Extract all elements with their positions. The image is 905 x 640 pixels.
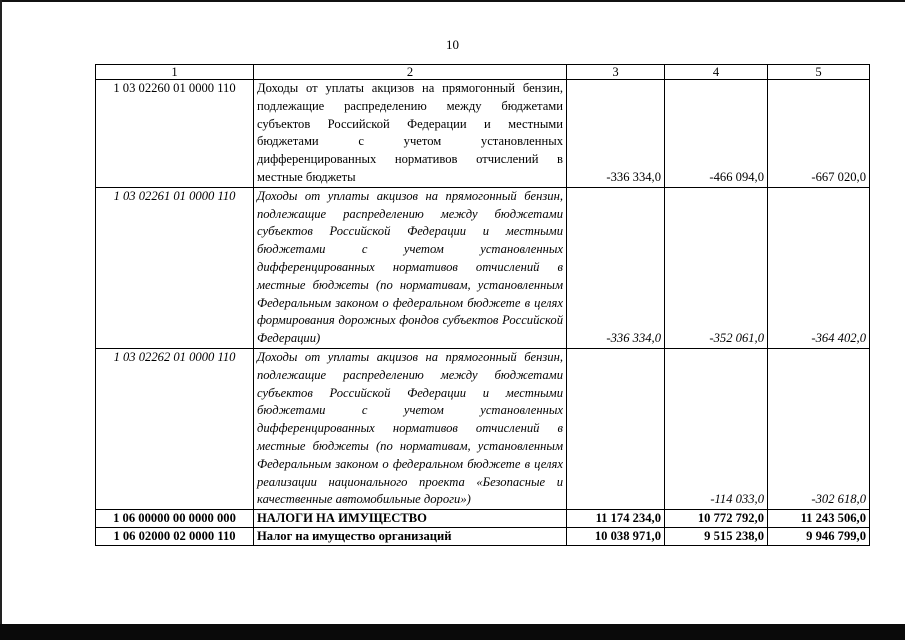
value-cell-col4: -352 061,0 — [665, 187, 768, 348]
value-cell-col3: -336 334,0 — [567, 80, 665, 188]
page-number: 10 — [446, 37, 459, 52]
table-row — [96, 348, 870, 509]
value-cell-col4: -114 033,0 — [665, 348, 768, 509]
value-cell-col4: -466 094,0 — [665, 80, 768, 188]
value-cell-col3: -336 334,0 — [567, 187, 665, 348]
value-cell-col3 — [567, 348, 665, 509]
scan-bottom-edge — [0, 624, 905, 640]
column-header-1: 1 — [96, 65, 254, 80]
description-cell: Доходы от уплаты акцизов на прямогонный бензин, подлежащие распределению между бюджетами субъектов Российской Федерации и местными бюджетами с учетом установленных дифференцированных нормативов отчислений в местные бюджеты (по нормативам, установленным Федеральным законом о федеральном бюджете в целях формирования дорожных фондов субъектов Российской Федерации) — [254, 187, 567, 348]
value-cell-col5: 9 946 799,0 — [768, 528, 870, 546]
budget-code-cell: 1 03 02260 01 0000 110 — [96, 80, 254, 188]
column-header-5: 5 — [768, 65, 870, 80]
value-cell-col5: 11 243 506,0 — [768, 510, 870, 528]
table-row — [96, 187, 870, 348]
value-cell-col3: 10 038 971,0 — [567, 528, 665, 546]
value-cell-col4: 9 515 238,0 — [665, 528, 768, 546]
value-cell-col5: -667 020,0 — [768, 80, 870, 188]
table-row-total — [96, 510, 870, 528]
description-cell: Налог на имущество организаций — [254, 528, 567, 546]
budget-code-cell: 1 06 00000 00 0000 000 — [96, 510, 254, 528]
column-header-4: 4 — [665, 65, 768, 80]
description-cell: НАЛОГИ НА ИМУЩЕСТВО — [254, 510, 567, 528]
value-cell-col4: 10 772 792,0 — [665, 510, 768, 528]
table-row — [96, 80, 870, 188]
revenue-table — [95, 64, 870, 546]
page-top-edge — [0, 0, 905, 2]
column-header-3: 3 — [567, 65, 665, 80]
description-cell: Доходы от уплаты акцизов на прямогонный бензин, подлежащие распределению между бюджетами субъектов Российской Федерации и местными бюджетами с учетом установленных дифференцированных нормативов отчислений в местные бюджеты — [254, 80, 567, 188]
value-cell-col3: 11 174 234,0 — [567, 510, 665, 528]
page-left-edge — [0, 0, 2, 640]
column-header-row — [96, 65, 870, 80]
table-row-total — [96, 528, 870, 546]
description-cell: Доходы от уплаты акцизов на прямогонный бензин, подлежащие распределению между бюджетами субъектов Российской Федерации и местными бюджетами с учетом установленных дифференцированных нормативов отчислений в местные бюджеты (по нормативам, установленным Федеральным законом о федеральном бюджете в целях реализации национального проекта «Безопасные и качественные автомобильные дороги») — [254, 348, 567, 509]
column-header-2: 2 — [254, 65, 567, 80]
budget-code-cell: 1 03 02261 01 0000 110 — [96, 187, 254, 348]
budget-code-cell: 1 03 02262 01 0000 110 — [96, 348, 254, 509]
value-cell-col5: -364 402,0 — [768, 187, 870, 348]
value-cell-col5: -302 618,0 — [768, 348, 870, 509]
budget-code-cell: 1 06 02000 02 0000 110 — [96, 528, 254, 546]
